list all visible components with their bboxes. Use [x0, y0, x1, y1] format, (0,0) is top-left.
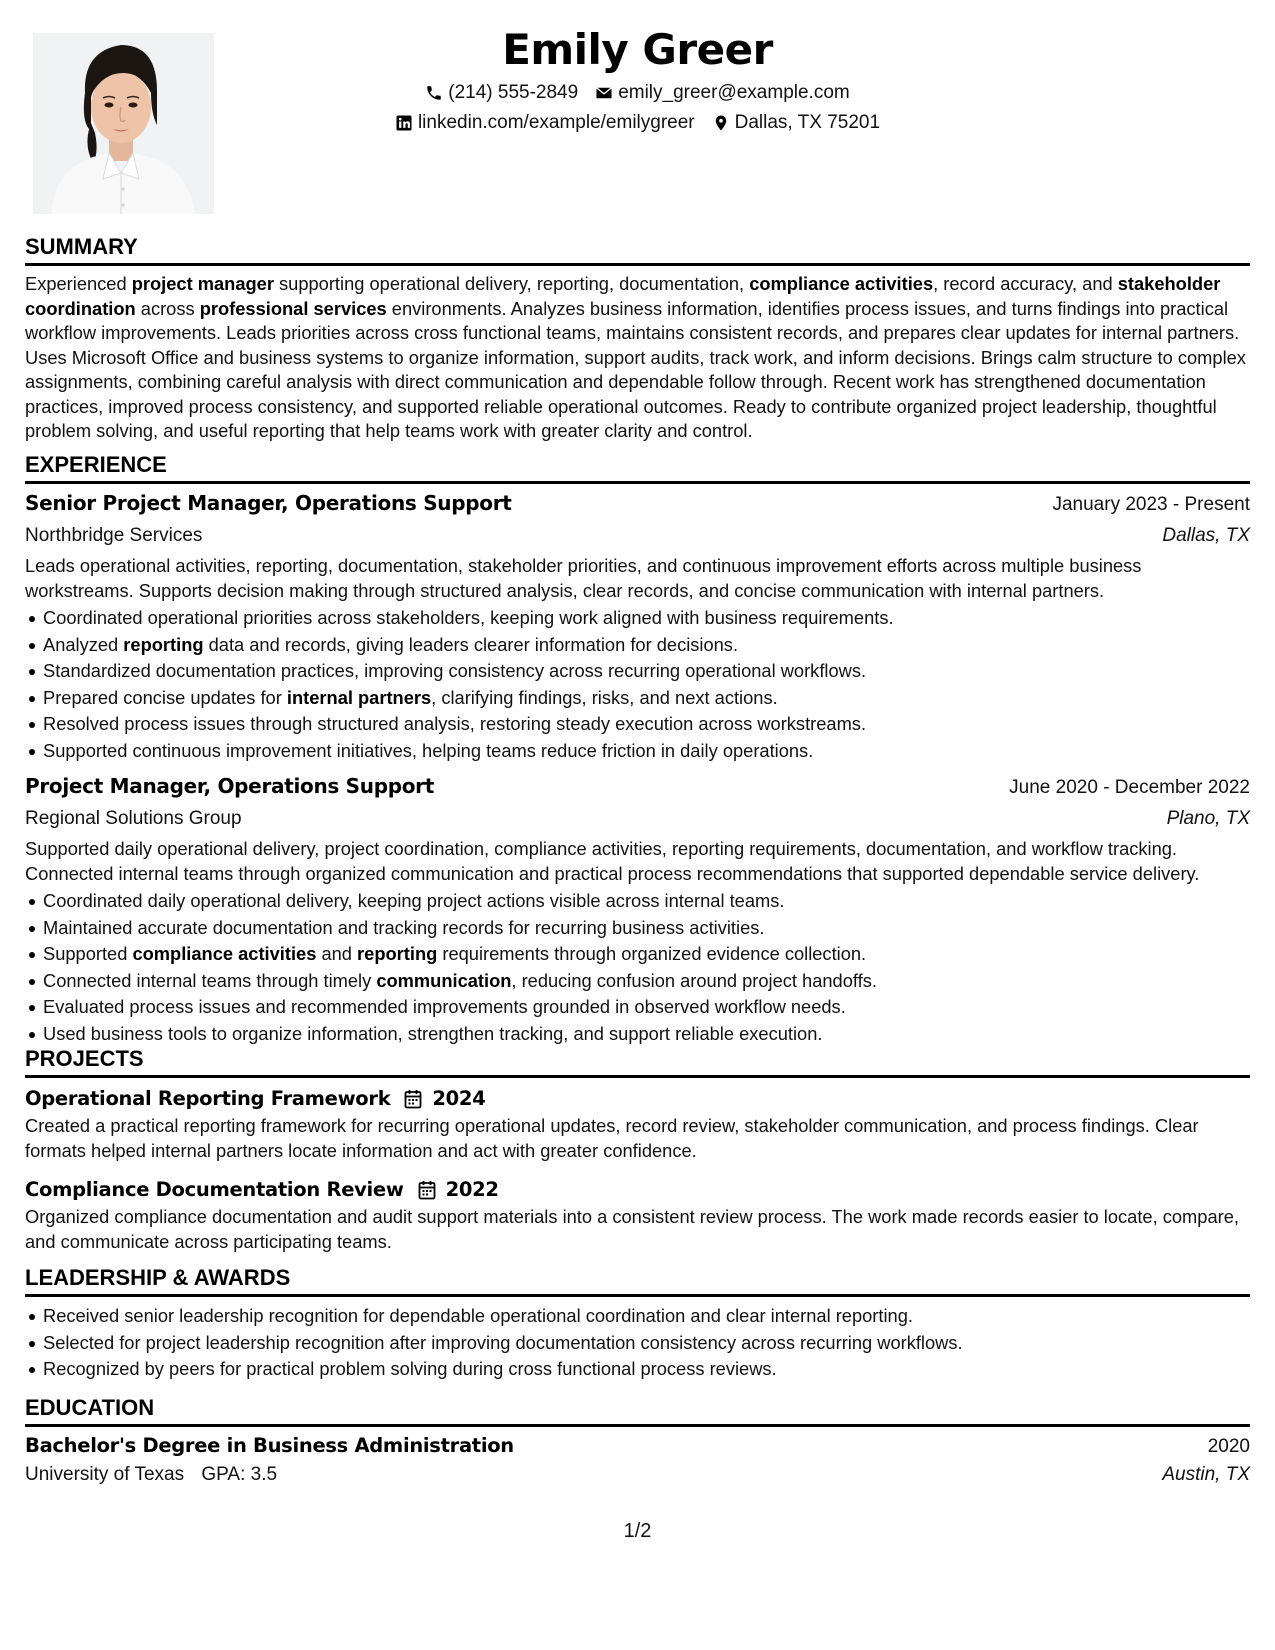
leadership-item: Selected for project leadership recognition after improving documentation consistency across recurring workflows. [25, 1330, 1250, 1357]
text-run: Prepared concise updates for [43, 686, 287, 708]
project-name: Compliance Documentation Review [25, 1178, 404, 1201]
email-address[interactable]: emily_greer@example.com [618, 82, 850, 103]
job-description: Supported daily operational delivery, project coordination, compliance activities, reporting requirements, documentation, and workflow tracking. Connected internal teams through organized communication and practical process recommendations that supported dependable service delivery. [25, 838, 1200, 884]
summary-heading: SUMMARY [25, 232, 1250, 266]
text-run: requirements through organized evidence collection. [437, 943, 867, 964]
job-bullet-list [25, 605, 1250, 764]
text-run: Used business tools to organize information, strengthen tracking, and support reliable execution. [43, 1022, 823, 1044]
bold-keyword: compliance activities [749, 273, 934, 294]
location-contact [712, 108, 880, 138]
bold-keyword: compliance activities [132, 943, 317, 964]
calendar-icon [404, 1089, 422, 1109]
text-run: Analyzed [43, 633, 124, 655]
projects-heading: PROJECTS [25, 1044, 1250, 1078]
leadership-heading: LEADERSHIP & AWARDS [25, 1263, 1250, 1297]
job-bullet [25, 968, 1250, 995]
text-run: Connected internal teams through timely [43, 969, 377, 991]
project-description: Created a practical reporting framework for recurring operational updates, record review, stakeholder communication, and process findings. Clear formats helped internal partners locate information and act with greater confidence. [25, 1115, 1199, 1161]
text-run: Supported continuous improvement initiatives, helping teams reduce friction in daily operations. [43, 739, 814, 761]
location-text: Dallas, TX 75201 [734, 112, 881, 133]
calendar-icon [418, 1180, 436, 1200]
leadership-item: Recognized by peers for practical problem solving during cross functional process reviews. [25, 1356, 1250, 1383]
job-bullet [25, 605, 1250, 632]
job-bullet [25, 888, 1250, 915]
job-bullet [25, 915, 1250, 942]
text-run: environments. Analyzes business information, identifies process issues, and turns findings into practical workflow improvements. Leads priorities across cross functional teams, maintains consistent records, and prepares clear updates for internal partners. Uses Microsoft Office and business systems to organize information, support audits, track work, and inform decisions. Brings calm structure to complex assignments, combining careful analysis with direct communication and dependable follow through. Recent work has strengthened documentation practices, improved process consistency, and supported reliable operational outcomes. Ready to contribute organized project leadership, thoughtful problem solving, and useful reporting that help teams work with greater clarity and control. [25, 297, 1246, 441]
email-contact[interactable] [595, 78, 850, 108]
job-location: Plano, TX [1166, 808, 1250, 829]
text-run: Evaluated process issues and recommended improvements grounded in observed workflow needs. [43, 996, 846, 1017]
project-year: 2024 [432, 1087, 486, 1110]
job-entry [25, 770, 1250, 1047]
text-run: , record accuracy, and [933, 273, 1118, 294]
summary-section [25, 232, 1250, 444]
job-title: Senior Project Manager, Operations Support [25, 491, 512, 515]
linkedin-url[interactable]: linkedin.com/example/emilygreer [417, 112, 695, 133]
text-run: across [135, 297, 200, 319]
degree-name: Bachelor's Degree in Business Administration [25, 1434, 514, 1457]
bold-keyword: communication [376, 969, 512, 991]
job-dates: January 2023 - Present [1052, 494, 1250, 515]
job-entry [25, 487, 1250, 764]
text-run: , clarifying findings, risks, and next actions. [431, 686, 778, 708]
job-description: Leads operational activities, reporting, documentation, stakeholder priorities, and continuous improvement efforts across multiple business workstreams. Supports decision making through structured analysis, clear records, and concise communication with internal partners. [25, 555, 1142, 601]
envelope-icon [595, 84, 613, 102]
text-run: Maintained accurate documentation and tracking records for recurring business activities. [43, 916, 765, 938]
leadership-list [25, 1303, 1250, 1383]
job-title: Project Manager, Operations Support [25, 774, 435, 798]
job-dates: June 2020 - December 2022 [1009, 777, 1250, 798]
project-year: 2022 [445, 1178, 499, 1201]
job-bullet [25, 711, 1250, 738]
leadership-section [25, 1263, 1250, 1383]
phone-contact [425, 78, 578, 108]
contact-line-1 [0, 78, 1275, 108]
text-run: data and records, giving leaders clearer information for decisions. [203, 633, 739, 655]
project-entry [25, 1175, 1250, 1254]
job-bullet [25, 632, 1250, 659]
text-run: Standardized documentation practices, improving consistency across recurring operational workflows. [43, 660, 867, 681]
bold-keyword: professional services [199, 297, 387, 319]
resume-header [0, 22, 1275, 138]
experience-heading: EXPERIENCE [25, 450, 1250, 484]
phone-icon [425, 84, 443, 102]
bold-keyword: project manager [131, 273, 274, 294]
bold-keyword: reporting [357, 943, 438, 964]
summary-text [25, 272, 1250, 444]
text-run: Coordinated daily operational delivery, keeping project actions visible across internal teams. [43, 890, 785, 911]
gpa-text: GPA: 3.5 [201, 1464, 278, 1485]
candidate-name: Emily Greer [502, 25, 773, 74]
job-bullet [25, 658, 1250, 685]
text-run: Experienced [25, 273, 132, 294]
job-bullet [25, 685, 1250, 712]
text-run: and [316, 943, 358, 964]
bold-keyword: internal partners [286, 686, 432, 708]
project-name: Operational Reporting Framework [25, 1087, 391, 1110]
projects-section [25, 1044, 1250, 1254]
education-section [25, 1393, 1250, 1489]
school-name: University of Texas [25, 1464, 185, 1485]
bold-keyword: stakeholder coordination [25, 273, 1221, 319]
linkedin-contact[interactable] [395, 108, 695, 138]
job-company: Northbridge Services [25, 525, 203, 546]
text-run: supporting operational delivery, reporting, documentation, [273, 273, 750, 294]
project-entry [25, 1084, 1250, 1163]
text-run: , reducing confusion around project handoffs. [511, 969, 877, 991]
job-bullet-list [25, 888, 1250, 1047]
contact-line-2 [0, 108, 1275, 138]
job-company: Regional Solutions Group [25, 808, 242, 829]
graduation-year: 2020 [1207, 1436, 1250, 1457]
page-number: 1/2 [623, 1520, 652, 1542]
job-bullet [25, 738, 1250, 765]
job-bullet [25, 994, 1250, 1021]
job-location: Dallas, TX [1162, 525, 1250, 546]
phone-number: (214) 555-2849 [448, 82, 579, 103]
text-run: Coordinated operational priorities across stakeholders, keeping work aligned with business requirements. [43, 607, 894, 628]
school-location: Austin, TX [1162, 1464, 1250, 1485]
experience-section [25, 450, 1250, 1047]
text-run: Supported [43, 943, 133, 964]
project-description: Organized compliance documentation and audit support materials into a consistent review process. The work made records easier to locate, compare, and communicate across participating teams. [25, 1206, 1239, 1252]
leadership-item: Received senior leadership recognition for dependable operational coordination and clear internal reporting. [25, 1303, 1250, 1330]
bold-keyword: reporting [123, 633, 204, 655]
job-bullet [25, 941, 1250, 968]
text-run: Resolved process issues through structured analysis, restoring steady execution across workstreams. [43, 713, 867, 734]
linkedin-icon [395, 114, 413, 132]
education-heading: EDUCATION [25, 1393, 1250, 1427]
map-pin-icon [712, 114, 730, 132]
